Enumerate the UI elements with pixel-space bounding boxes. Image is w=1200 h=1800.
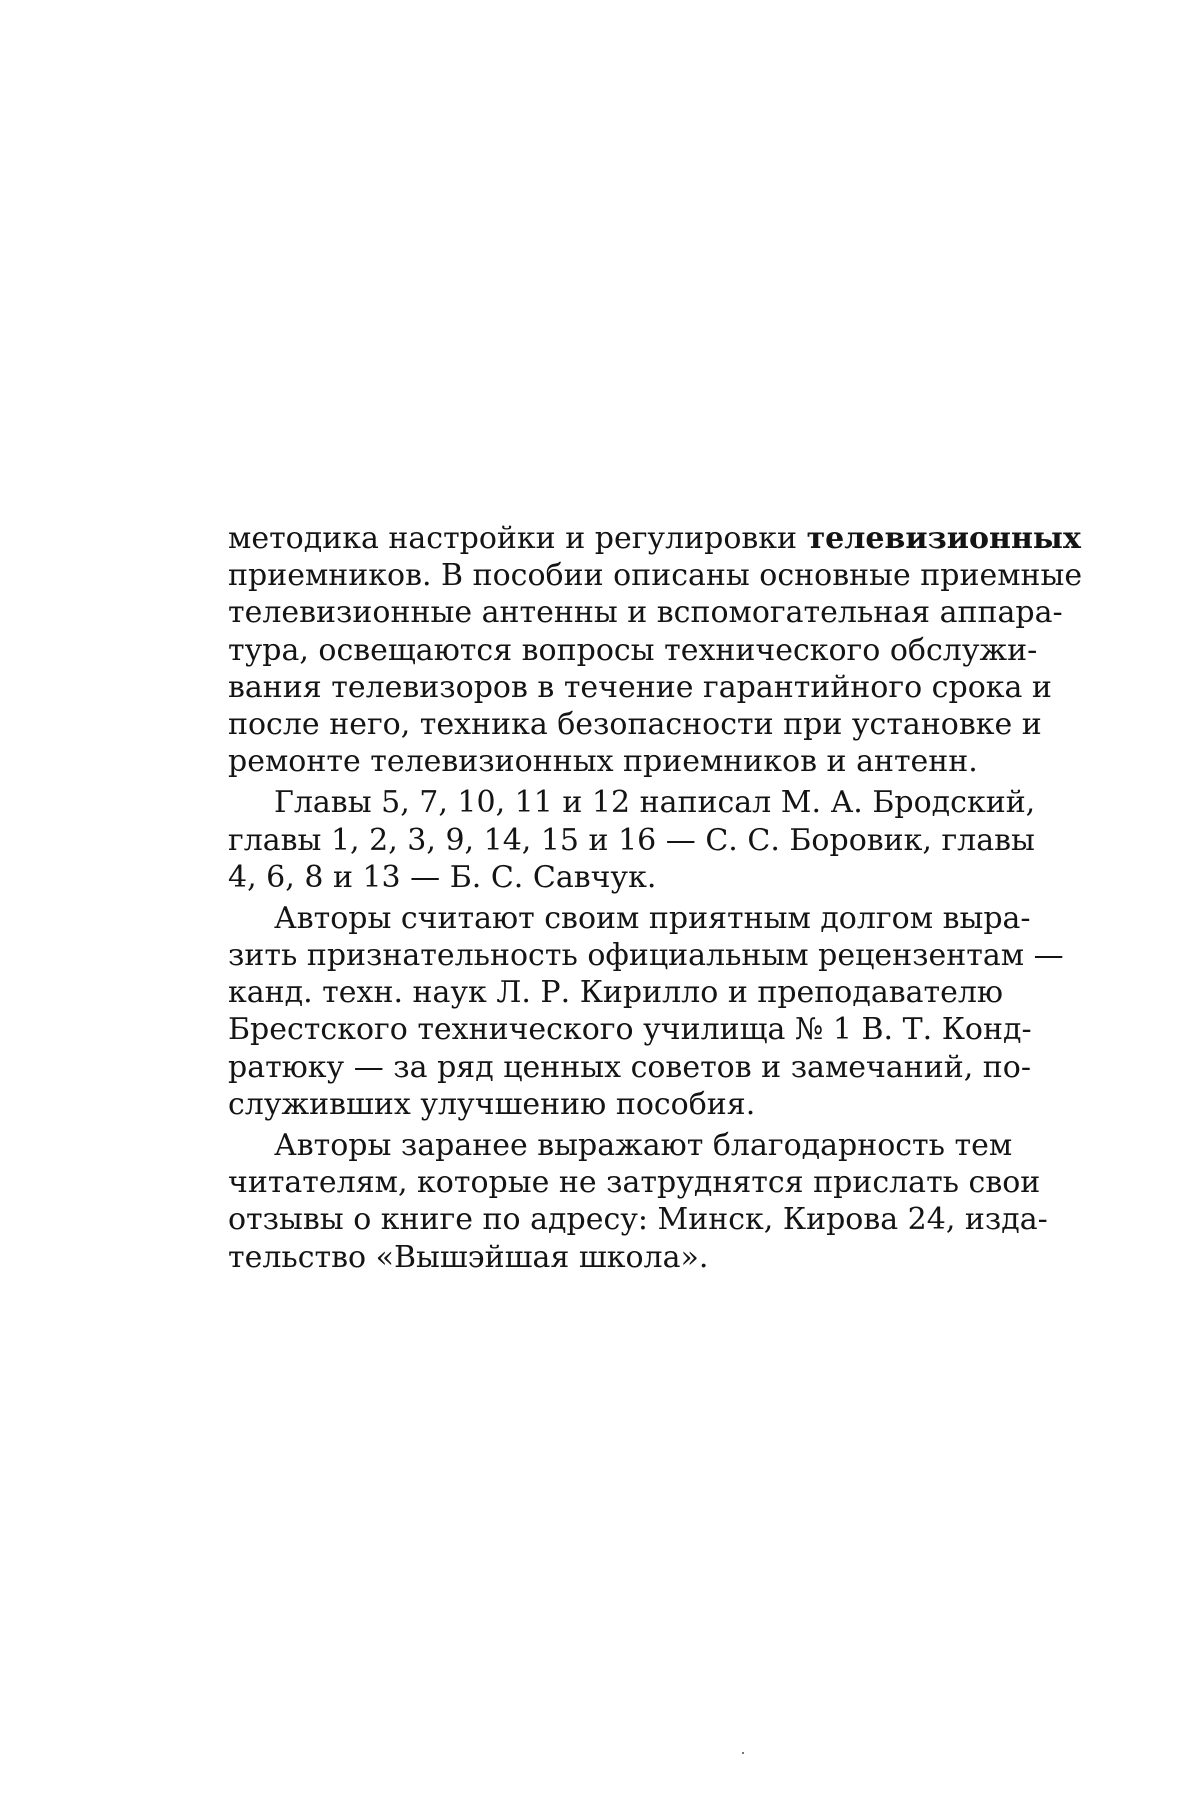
text-line: главы 1, 2, 3, 9, 14, 15 и 16 — С. С. Боровик, главы bbox=[228, 822, 1035, 858]
paragraph-feedback bbox=[228, 1127, 1048, 1276]
text-line: 4, 6, 8 и 13 — Б. С. Савчук. bbox=[228, 859, 657, 895]
scan-speck bbox=[742, 1752, 744, 1754]
text-line: ремонте телевизионных приемников и антенн. bbox=[228, 744, 978, 780]
text-line: ратюку — за ряд ценных советов и замечаний, по- bbox=[228, 1049, 1031, 1085]
paragraph-continuation bbox=[228, 520, 1083, 780]
text-line: телевизионные антенны и вспомогательная аппара- bbox=[228, 595, 1063, 631]
text-line: приемников. В пособии описаны основные приемные bbox=[228, 558, 1083, 594]
text-line: методика настройки и регулировки телевизионных bbox=[228, 521, 1081, 556]
paragraph-authors bbox=[228, 784, 1036, 896]
page-text bbox=[228, 520, 1083, 1276]
text-line: вания телевизоров в течение гарантийного срока и bbox=[228, 669, 1052, 705]
text-line: служивших улучшению пособия. bbox=[228, 1086, 756, 1122]
text-line: после него, техника безопасности при установке и bbox=[228, 706, 1042, 742]
text-line: Главы 5, 7, 10, 11 и 12 написал М. А. Бродский, bbox=[274, 785, 1036, 821]
paragraph-acknowledgements bbox=[228, 900, 1064, 1123]
text-line: Брестского технического училища № 1 В. Т. Конд- bbox=[228, 1012, 1032, 1048]
text-line: отзывы о книге по адресу: Минск, Кирова 24, изда- bbox=[228, 1202, 1048, 1238]
text-line: Авторы заранее выражают благодарность тем bbox=[274, 1128, 1013, 1163]
bold-word: телевизионных bbox=[806, 521, 1081, 556]
text-line: тура, освещаются вопросы технического обслужи- bbox=[228, 632, 1038, 668]
text-line: канд. техн. наук Л. Р. Кирилло и преподавателю bbox=[228, 975, 1004, 1011]
text-line: тельство «Вышэйшая школа». bbox=[228, 1239, 709, 1275]
text-line: Авторы считают своим приятным долгом выра- bbox=[274, 900, 1031, 936]
text-line: читателям, которые не затруднятся прислать свои bbox=[228, 1165, 1041, 1201]
text-line: зить признательность официальным рецензентам — bbox=[228, 938, 1064, 974]
